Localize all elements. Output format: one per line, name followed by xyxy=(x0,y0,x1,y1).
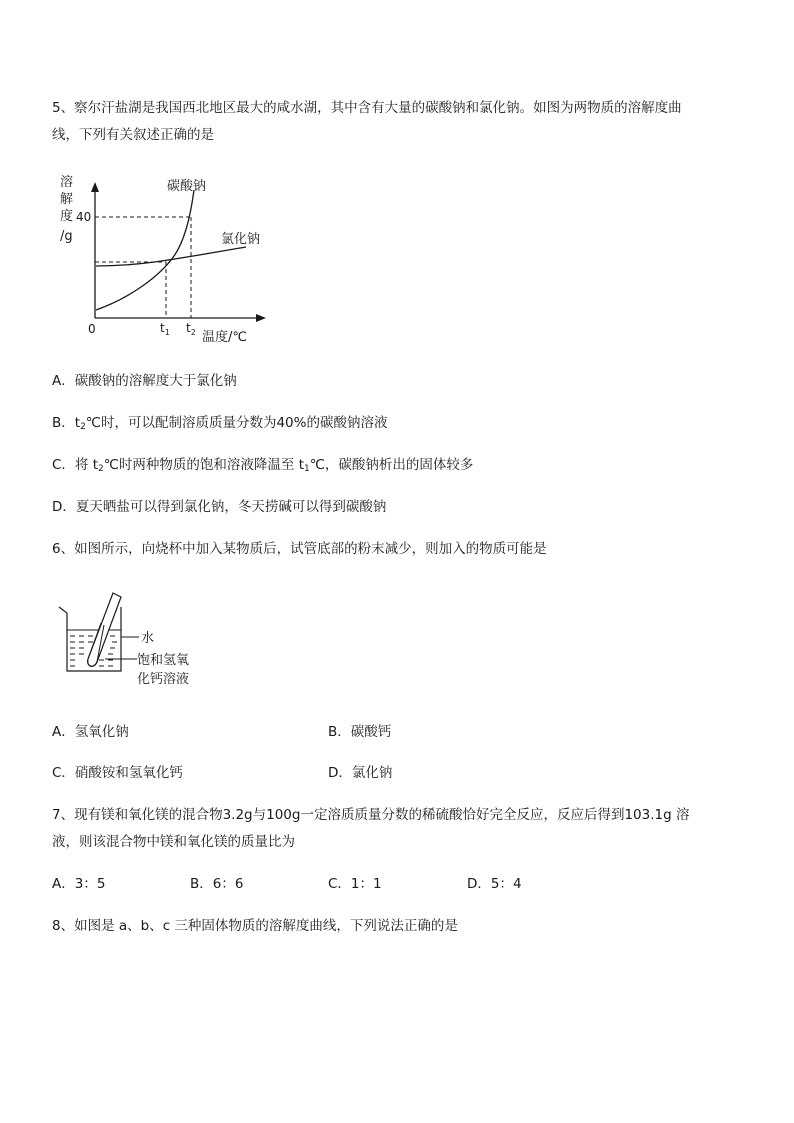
beaker-diagram xyxy=(55,585,215,695)
q7-option-d: D．5：4 xyxy=(467,876,522,892)
y-axis-label-1: 溶 xyxy=(60,175,74,190)
label-sodium-chloride: 氯化钠 xyxy=(221,232,261,247)
q7-option-c: C．1：1 xyxy=(328,876,382,892)
q5-option-b: B．$t_2℃$时，可以配制溶质质量分数为40%的碳酸钠溶液 xyxy=(52,415,388,432)
y-tick-40: 40 xyxy=(76,210,92,224)
q5-option-c: C．将 $t_2℃$时两种物质的饱和溶液降温至 $t_1℃$，碳酸钠析出的固体较多 xyxy=(52,457,474,474)
x-axis-label: 温度/℃ xyxy=(202,330,247,345)
curve-sodium-chloride xyxy=(96,247,246,266)
q8-stem: 8、如图是 a、b、c 三种固体物质的溶解度曲线，下列说法正确的是 xyxy=(52,918,458,934)
q5-stem-line1: 5、察尔汗盐湖是我国西北地区最大的咸水湖，其中含有大量的碳酸钠和氯化钠。如图为两物质的溶解度曲 xyxy=(52,100,682,116)
q6-option-d: D．氯化钠 xyxy=(328,765,393,781)
curve-sodium-carbonate xyxy=(96,190,194,310)
x-axis-arrow xyxy=(256,314,266,322)
q7-option-b: B．6：6 xyxy=(190,876,244,892)
y-axis-label-4: /g xyxy=(60,229,73,244)
q7-stem-line2: 液，则该混合物中镁和氧化镁的质量比为 xyxy=(52,834,295,850)
q5-stem-line2: 线，下列有关叙述正确的是 xyxy=(52,127,214,143)
q6-stem: 6、如图所示，向烧杯中加入某物质后，试管底部的粉末减少，则加入的物质可能是 xyxy=(52,541,547,557)
solubility-chart xyxy=(50,170,290,350)
x-tick-t2: $t_2$ xyxy=(186,321,196,337)
q6-option-a: A．氢氧化钠 xyxy=(52,724,129,740)
label-water: 水 xyxy=(141,631,155,646)
q5-option-a: A．碳酸钠的溶解度大于氯化钠 xyxy=(52,373,237,389)
label-solution-1: 饱和氢氧 xyxy=(137,653,190,668)
x-tick-t1: $t_1$ xyxy=(160,321,170,337)
q7-option-a: A．3：5 xyxy=(52,876,106,892)
y-axis-label-3: 度 xyxy=(60,209,74,224)
label-sodium-carbonate: 碳酸钠 xyxy=(167,179,207,194)
label-solution-2: 化钙溶液 xyxy=(137,672,190,687)
origin-label: 0 xyxy=(88,322,96,336)
q6-option-c: C．硝酸铵和氢氧化钙 xyxy=(52,765,183,781)
q7-stem-line1: 7、现有镁和氧化镁的混合物3.2g与100g一定溶质质量分数的稀硫酸恰好完全反应，反应后得到103.1g 溶 xyxy=(52,807,690,823)
y-axis-label-2: 解 xyxy=(60,192,74,207)
q5-option-d: D．夏天晒盐可以得到氯化钠，冬天捞碱可以得到碳酸钠 xyxy=(52,499,387,515)
y-axis-arrow xyxy=(91,182,99,192)
q6-option-b: B．碳酸钙 xyxy=(328,724,392,740)
